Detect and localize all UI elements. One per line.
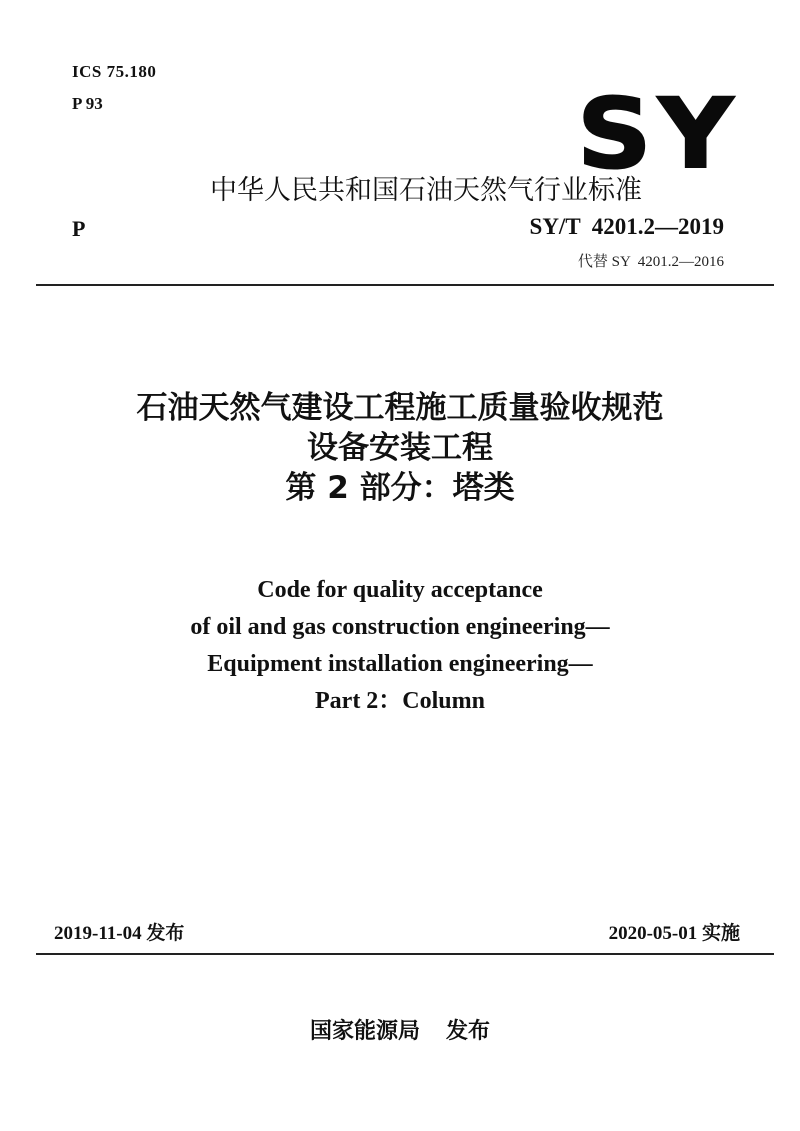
bottom-divider <box>36 953 774 955</box>
chinese-title-line-3: 第 2 部分：塔类 <box>285 470 515 506</box>
replaces-standard: 代替 SY 4201.2—2016 <box>577 254 724 270</box>
sy-logo: SY <box>577 78 740 190</box>
publisher-name: 国家能源局 <box>309 1019 420 1044</box>
implementation-date: 2020-05-01 实施 <box>608 923 740 944</box>
publisher-line <box>0 1014 800 1045</box>
english-title-line-2: of oil and gas construction engineering— <box>190 614 610 640</box>
english-title <box>0 572 800 720</box>
standard-number: SY/T 4201.2—2019 <box>529 214 724 239</box>
category-letter: P <box>72 216 86 241</box>
english-title-line-3: Equipment installation engineering— <box>207 651 593 677</box>
chinese-title <box>0 388 800 508</box>
chinese-title-line-1: 石油天然气建设工程施工质量验收规范 <box>136 390 664 426</box>
english-title-line-1: Code for quality acceptance <box>257 577 543 603</box>
issue-date: 2019-11-04 发布 <box>54 923 185 944</box>
publish-action: 发布 <box>446 1019 491 1044</box>
chinese-title-line-2: 设备安装工程 <box>307 430 493 466</box>
ics-code: ICS 75.180 <box>72 62 157 81</box>
ccs-code: P 93 <box>72 94 103 113</box>
top-divider <box>36 284 774 286</box>
industry-standard-title: 中华人民共和国石油天然气行业标准 <box>210 175 642 206</box>
english-title-line-4: Part 2：Column <box>315 688 485 714</box>
